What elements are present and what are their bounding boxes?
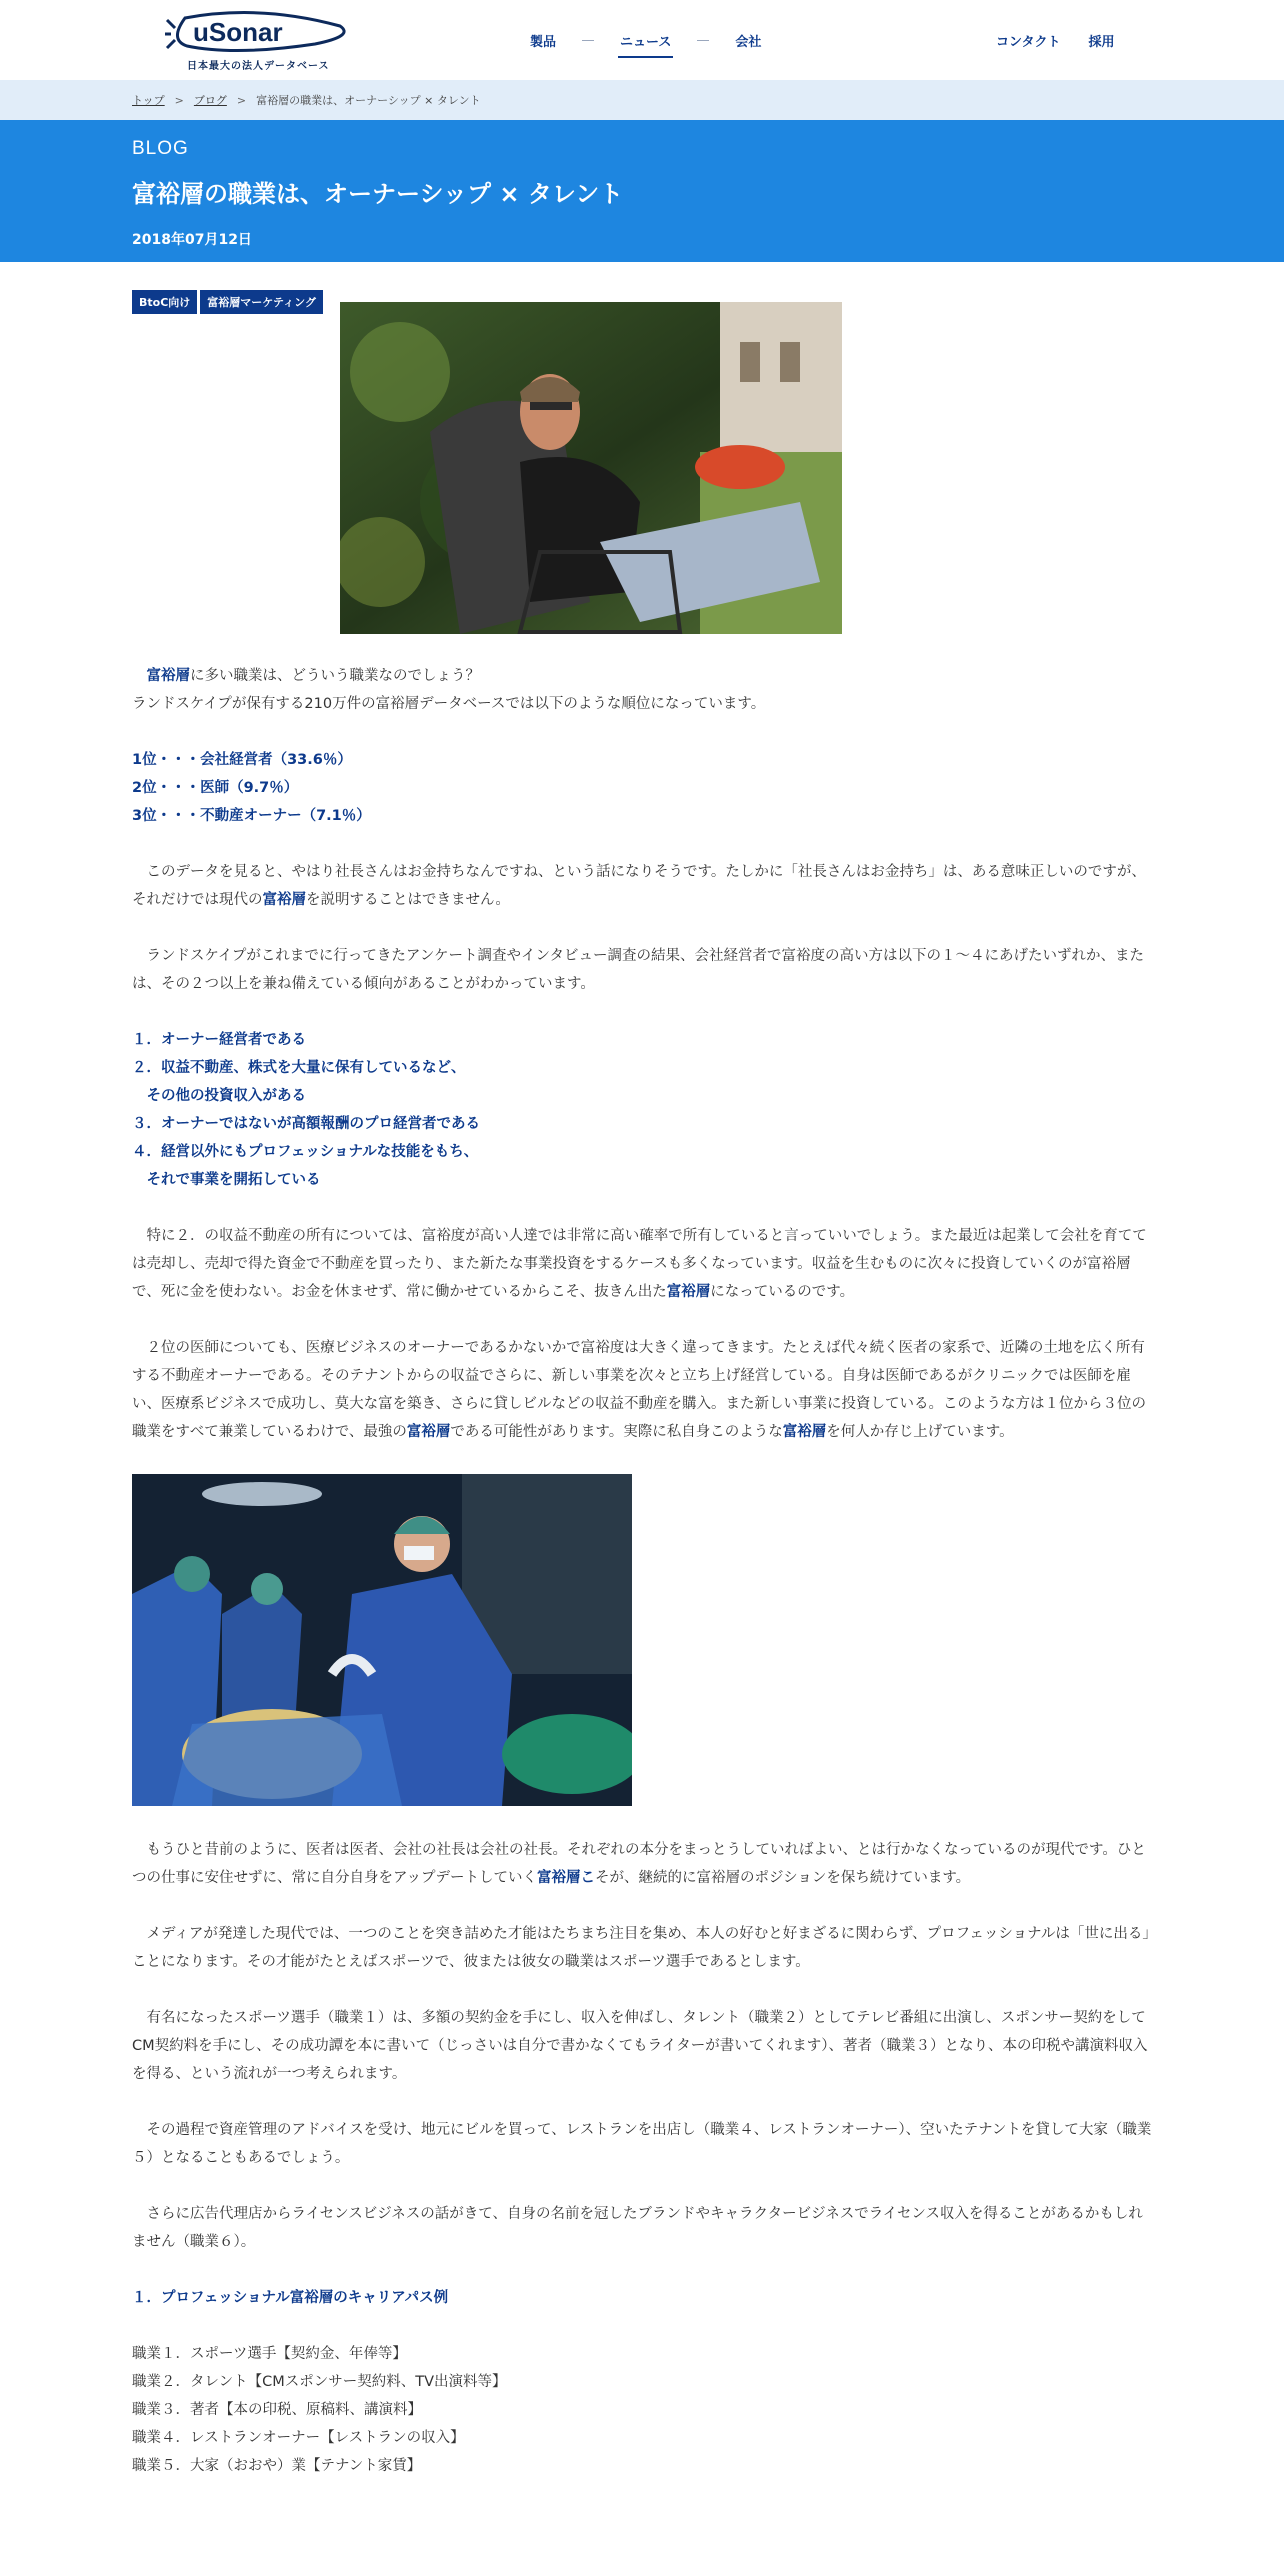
wealth-factor-list	[132, 1026, 1152, 1194]
list-item: それで事業を開拓している	[132, 1172, 321, 1188]
publish-date: 2018年07月12日	[132, 232, 252, 248]
paragraph	[132, 662, 1152, 718]
list-item: 職業３．著者【本の印税、原稿料、講演料】	[132, 2402, 422, 2418]
section-label: BLOG	[132, 138, 189, 159]
paragraph	[132, 1836, 1152, 1892]
text: 有名になったスポーツ選手（職業１）は、多額の契約金を手にし、収入を伸ばし、タレント（職業２）としてテレビ番組に出演し、スポンサー契約をしてCM契約料を手にし、その成功譚を本に書いて（じっさいは自分で書かなくてもライターが書いてくれます）、著者（職業３）となり、本の印税や講演料収入を得る、という流れが一つ考えられます。	[132, 2010, 1148, 2082]
keyword-link[interactable]: 富裕層	[666, 1284, 711, 1300]
rank-item: 3位・・・不動産オーナー（7.1％）	[132, 808, 371, 824]
list-item: その他の投資収入がある	[132, 1088, 306, 1104]
list-item: 職業１．スポーツ選手【契約金、年俸等】	[132, 2346, 407, 2362]
text: を説明することはできません。	[306, 892, 510, 908]
nav-company[interactable]: 会社	[735, 34, 762, 50]
text: である可能性があります。実際に私自身このような	[450, 1424, 783, 1440]
nav-news[interactable]: ニュース	[620, 25, 671, 56]
page-title: 富裕層の職業は、オーナーシップ × タレント	[132, 180, 624, 208]
list-item: ３．オーナーではないが高額報酬のプロ経営者である	[132, 1116, 480, 1132]
tag-btoc[interactable]: BtoC向け	[132, 290, 197, 314]
text: ランドスケイプが保有する210万件の富裕層データベースでは以下のような順位になっています。	[132, 696, 766, 712]
ranking-list	[132, 746, 1152, 830]
secondary-nav	[996, 0, 1143, 80]
paragraph	[132, 2200, 1152, 2256]
rank-item: 2位・・・医師（9.7％）	[132, 780, 299, 796]
paragraph	[132, 942, 1152, 998]
text: もうひと昔前のように、医者は医者、会社の社長は会社の社長。それぞれの本分をまっとうしていればよい、とは行かなくなっているのが現代です。ひとつの仕事に安住せずに、常に自分自身をアップデートしていく	[132, 1842, 1146, 1886]
keyword-link[interactable]: 富裕層	[782, 1424, 827, 1440]
text: メディアが発達した現代では、一つのことを突き詰めた才能はたちまち注目を集め、本人の好むと好まざるに関わらず、プロフェッショナルは「世に出る」ことになります。その才能がたとえばスポーツで、彼または彼女の職業はスポーツ選手であるとします。	[132, 1926, 1150, 1970]
text: に多い職業は、どういう職業なのでしょう？	[190, 668, 480, 684]
text: になっているのです。	[710, 1284, 855, 1300]
text: を何人か存じ上げています。	[826, 1424, 1014, 1440]
rank-item: 1位・・・会社経営者（33.6％）	[132, 752, 352, 768]
tag-wealthy-marketing[interactable]: 富裕層マーケティング	[200, 290, 323, 314]
list-item: ２．収益不動産、株式を大量に保有しているなど、	[132, 1060, 466, 1076]
nav-contact[interactable]: コンタクト	[996, 34, 1061, 50]
nav-divider	[582, 40, 594, 41]
keyword-link[interactable]: 富裕層こ	[536, 1870, 595, 1886]
article-hero	[0, 120, 1284, 262]
breadcrumb-home[interactable]: トップ	[132, 94, 165, 107]
logo-wordmark: uSonar	[193, 17, 283, 47]
text: その過程で資産管理のアドバイスを受け、地元にビルを買って、レストランを出店し（職業４、レストランオーナー）、空いたテナントを貸して大家（職業５）となることもあるでしょう。	[132, 2122, 1152, 2166]
breadcrumb	[0, 80, 1284, 120]
keyword-link[interactable]: 富裕層	[406, 1424, 451, 1440]
nav-recruit[interactable]: 採用	[1088, 34, 1115, 50]
list-item: ４．経営以外にもプロフェッショナルな技能をもち、	[132, 1144, 479, 1160]
man-on-phone-photo	[340, 302, 842, 634]
keyword-link[interactable]: 富裕層	[262, 892, 306, 908]
career-path-list	[132, 2340, 1152, 2480]
text: さらに広告代理店からライセンスビジネスの話がきて、自身の名前を冠したブランドやキャラクタービジネスでライセンス収入を得ることがあるかもしれません（職業６）。	[132, 2206, 1143, 2250]
keyword-link[interactable]: 富裕層	[146, 668, 190, 684]
list-item: 職業４．レストランオーナー【レストランの収入】	[132, 2430, 465, 2446]
logo-subtitle: 日本最大の法人データベース	[187, 61, 330, 72]
site-header	[0, 0, 1284, 80]
text: そが、継続的に富裕層のポジションを保ち続けています。	[594, 1870, 971, 1886]
text: ２位の医師についても、医療ビジネスのオーナーであるかないかで富裕度は大きく違ってきます。たとえば代々続く医者の家系で、近隣の土地を広く所有する不動産オーナーである。そのテナントからの収益でさらに、新しい事業を次々と立ち上げ経営している。自身は医師であるがクリニックでは医師を雇い、医療系ビジネスで成功し、莫大な富を築き、さらに貸しビルなどの収益不動産を購入。また新しい事業に投資している。このような方は１位から３位の職業をすべて兼業しているわけで、最強の	[132, 1340, 1146, 1440]
breadcrumb-blog[interactable]: ブログ	[193, 94, 227, 107]
main-nav	[530, 0, 761, 80]
paragraph	[132, 2116, 1152, 2172]
paragraph	[132, 1334, 1152, 1446]
list-item: 職業５．大家（おおや）業【テナント家賃】	[132, 2458, 422, 2474]
section-heading: １．プロフェッショナル富裕層のキャリアパス例	[132, 2290, 449, 2306]
paragraph	[132, 2004, 1152, 2088]
paragraph	[132, 1920, 1152, 1976]
breadcrumb-current: 富裕層の職業は、オーナーシップ × タレント	[256, 94, 481, 107]
tag-list	[132, 290, 323, 314]
text: 特に２．の収益不動産の所有については、富裕度が高い人達では非常に高い確率で所有していると言っていいでしょう。また最近は起業して会社を育てては売却し、売却で得た資金で不動産を買ったり、また新たな事業投資をするケースも多くなっています。収益を生むものに次々に投資していくのが富裕層で、死に金を使わない。お金を休ませず、常に働かせているからこそ、抜きん出た	[132, 1228, 1147, 1300]
paragraph	[132, 1222, 1152, 1306]
breadcrumb-separator: >	[174, 93, 184, 107]
surgeons-photo	[132, 1474, 632, 1806]
list-item: １．オーナー経営者である	[132, 1032, 306, 1048]
text: ランドスケイプがこれまでに行ってきたアンケート調査やインタビュー調査の結果、会社経営者で富裕度の高い方は以下の１～４にあげたいずれか、または、その２つ以上を兼ね備えている傾向があることがわかっています。	[132, 948, 1144, 992]
nav-products[interactable]: 製品	[530, 34, 557, 50]
usonar-logo[interactable]	[165, 10, 355, 72]
paragraph	[132, 858, 1152, 914]
article-body	[132, 662, 1152, 2508]
list-item: 職業２．タレント【CMスポンサー契約料、TV出演料等】	[132, 2374, 507, 2390]
breadcrumb-separator: >	[236, 93, 247, 107]
text: このデータを見ると、やはり社長さんはお金持ちなんですね、という話になりそうです。たしかに「社長さんはお金持ち」は、ある意味正しいのですが、それだけでは現代の	[132, 864, 1146, 908]
nav-divider	[697, 40, 709, 41]
